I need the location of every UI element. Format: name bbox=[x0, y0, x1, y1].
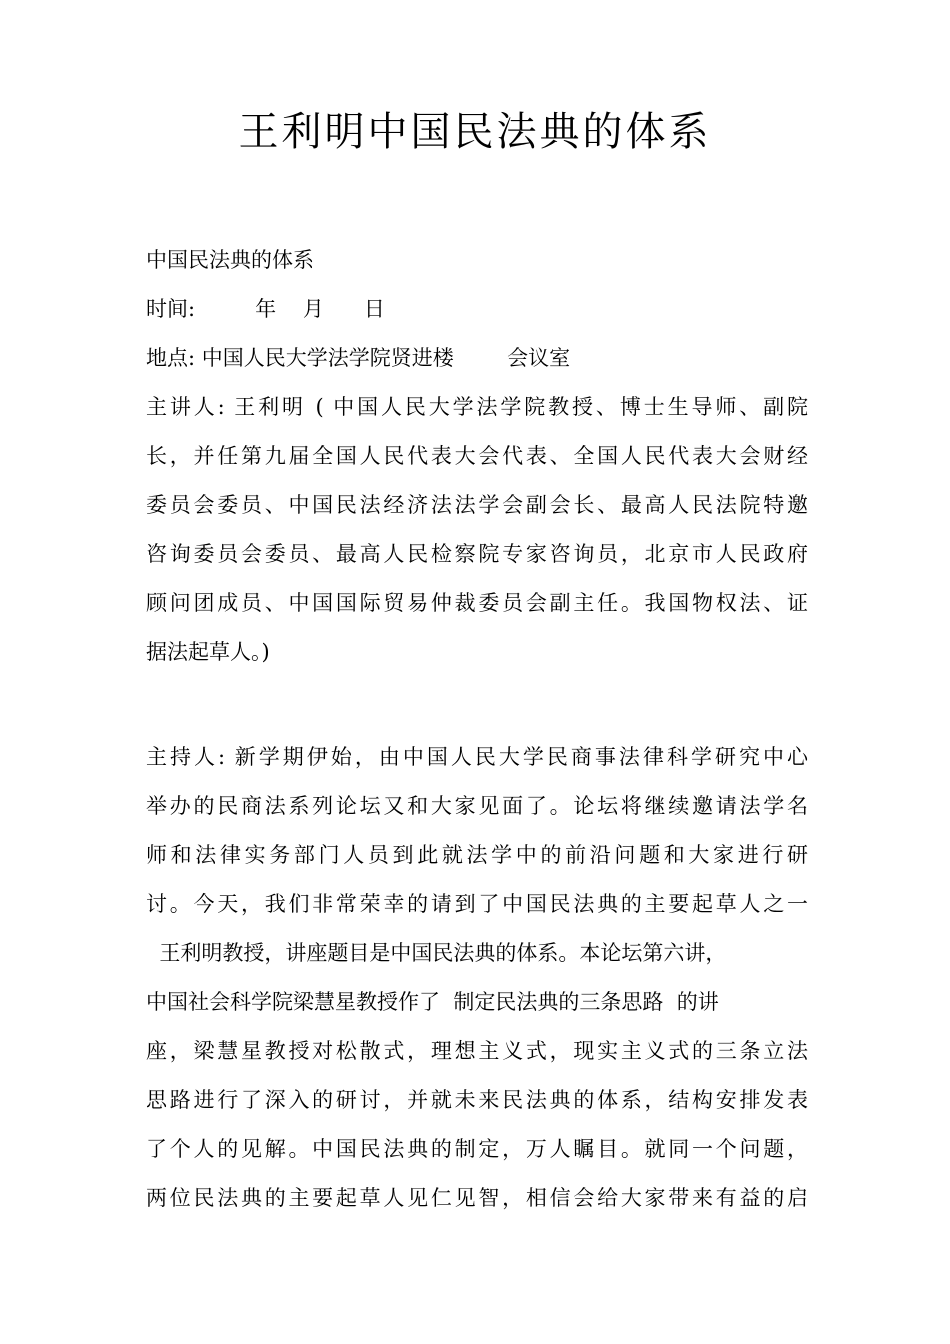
speaker-line: 委员会委员、中国民法经济法法学会副会长、最高人民法院特邀 bbox=[146, 493, 808, 517]
time-line: 时间: 年 月 日 bbox=[146, 297, 385, 321]
location-line: 地点: 中国人民大学法学院贤进楼 会议室 bbox=[146, 346, 571, 370]
host-line: 座，梁慧星教授对松散式，理想主义式，现实主义式的三条立法 bbox=[146, 1039, 808, 1063]
host-line: 讨。今天，我们非常荣幸的请到了中国民法典的主要起草人之一 bbox=[146, 892, 808, 916]
host-line: 了个人的见解。中国民法典的制定，万人瞩目。就同一个问题， bbox=[146, 1137, 808, 1161]
document-title: 王利明中国民法典的体系 bbox=[238, 109, 712, 155]
host-line: 举办的民商法系列论坛又和大家见面了。论坛将继续邀请法学名 bbox=[146, 794, 808, 818]
speaker-line: 据法起草人。) bbox=[146, 640, 270, 664]
speaker-line: 顾问团成员、中国国际贸易仲裁委员会副主任。我国物权法、证 bbox=[146, 591, 808, 615]
host-line: 王利明教授，讲座题目是中国民法典的体系。本论坛第六讲， bbox=[146, 941, 727, 965]
meeting-info-section bbox=[146, 236, 808, 677]
subtitle-line: 中国民法典的体系 bbox=[146, 248, 314, 272]
host-line: 主持人: 新学期伊始，由中国人民大学民商事法律科学研究中心 bbox=[146, 745, 808, 769]
speaker-line: 主讲人: 王利明 ( 中国人民大学法学院教授、博士生导师、副院 bbox=[146, 395, 808, 419]
host-line: 师和法律实务部门人员到此就法学中的前沿问题和大家进行研 bbox=[146, 843, 808, 867]
host-remarks-section bbox=[146, 733, 808, 1223]
host-line: 思路进行了深入的研讨，并就未来民法典的体系，结构安排发表 bbox=[146, 1088, 808, 1112]
host-line: 中国社会科学院梁慧星教授作了 制定民法典的三条思路 的讲 bbox=[146, 990, 719, 1014]
speaker-line: 咨询委员会委员、最高人民检察院专家咨询员，北京市人民政府 bbox=[146, 542, 808, 566]
host-line: 两位民法典的主要起草人见仁见智，相信会给大家带来有益的启 bbox=[146, 1186, 808, 1210]
speaker-line: 长，并任第九届全国人民代表大会代表、全国人民代表大会财经 bbox=[146, 444, 808, 468]
